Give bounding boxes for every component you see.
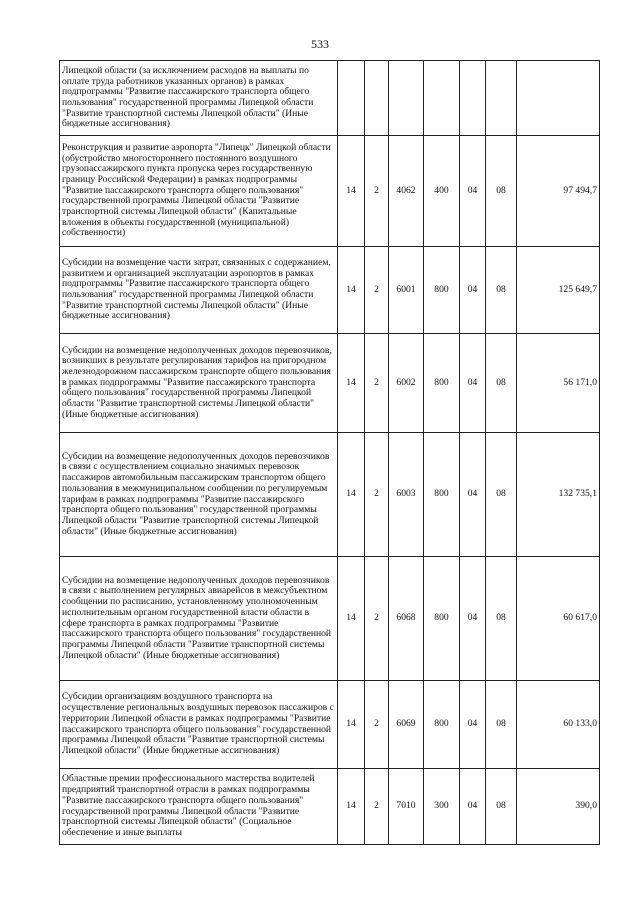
cell-amount: 132 735,1 (517, 433, 600, 557)
cell-direction: 6003 (389, 433, 424, 557)
cell-direction: 6001 (389, 247, 424, 334)
cell-subprogram: 2 (365, 136, 389, 247)
table-row (60, 247, 600, 334)
row-description: Субсидии на возмещение недополученных доходов перевозчиков в связи с осуществлением социально значимых перевозок пассажиров автомобильным пассажирским транспортом общего пользования в межмуниципальном сообщении по регулируемым тарифам в рамках подпрограммы "Развитие пассажирского транспорта общего пользования" государственной программы Липецкой области "Развитие транспортной системы Липецкой области" (Иные бюджетные ассигнования) (60, 433, 338, 557)
page-number: 533 (311, 37, 329, 51)
cell-section: 04 (460, 681, 486, 769)
table-row (60, 557, 600, 681)
cell-section: 04 (460, 557, 486, 681)
cell-program: 14 (338, 247, 365, 334)
cell-subprogram: 2 (365, 247, 389, 334)
cell-program (338, 61, 365, 136)
row-description: Реконструкция и развитие аэропорта "Липецк" Липецкой области (обустройство многостороннего постоянного воздушного грузопассажирского пункта пропуска через государственную границу Российской Федерации) в рамках подпрограммы "Развитие пассажирского транспорта общего пользования" государственной программы Липецкой области "Развитие транспортной системы Липецкой области" (Капитальные вложения в объекты государственной (муниципальной) собственности) (60, 136, 338, 247)
cell-amount: 60 133,0 (517, 681, 600, 769)
cell-section: 04 (460, 433, 486, 557)
cell-subprogram: 2 (365, 433, 389, 557)
table-row (60, 334, 600, 433)
cell-section: 04 (460, 247, 486, 334)
cell-amount: 97 494,7 (517, 136, 600, 247)
cell-subsection: 08 (486, 433, 517, 557)
table-row (60, 61, 600, 136)
cell-program: 14 (338, 769, 365, 845)
cell-program: 14 (338, 136, 365, 247)
row-description: Субсидии на возмещение части затрат, связанных с содержанием, развитием и организацией эксплуатации аэропортов в рамках подпрограммы "Развитие пассажирского транспорта общего пользования" государственной программы Липецкой области "Развитие транспортной системы Липецкой области" (Иные бюджетные ассигнования) (60, 247, 338, 334)
cell-amount (517, 61, 600, 136)
cell-amount: 56 171,0 (517, 334, 600, 433)
row-description: Липецкой области (за исключением расходов на выплаты по оплате труда работников указанных органов) в рамках подпрограммы "Развитие пассажирского транспорта общего пользования" государственной программы Липецкой области "Развитие транспортной системы Липецкой области" (Иные бюджетные ассигнования) (60, 61, 338, 136)
cell-expense-type: 300 (424, 769, 460, 845)
cell-amount: 60 617,0 (517, 557, 600, 681)
cell-expense-type (424, 61, 460, 136)
cell-expense-type: 800 (424, 681, 460, 769)
cell-section: 04 (460, 334, 486, 433)
cell-amount: 390,0 (517, 769, 600, 845)
cell-direction: 6068 (389, 557, 424, 681)
cell-subsection (486, 61, 517, 136)
table-row (60, 433, 600, 557)
cell-section: 04 (460, 136, 486, 247)
cell-subsection: 08 (486, 334, 517, 433)
cell-direction: 4062 (389, 136, 424, 247)
cell-expense-type: 800 (424, 247, 460, 334)
cell-subsection: 08 (486, 557, 517, 681)
table-row (60, 681, 600, 769)
cell-expense-type: 800 (424, 557, 460, 681)
cell-subsection: 08 (486, 681, 517, 769)
cell-subsection: 08 (486, 769, 517, 845)
cell-program: 14 (338, 681, 365, 769)
cell-program: 14 (338, 433, 365, 557)
row-description: Субсидии на возмещение недополученных доходов перевозчиков в связи с выполнением регулярных авиарейсов в межсубъектном сообщении по расписанию, установленному уполномоченным исполнительным органом государственной власти области в сфере транспорта в рамках подпрограммы "Развитие пассажирского транспорта общего пользования" государственной программы Липецкой области "Развитие транспортной системы Липецкой области" (Иные бюджетные ассигнования) (60, 557, 338, 681)
cell-section (460, 61, 486, 136)
cell-direction: 6069 (389, 681, 424, 769)
cell-subsection: 08 (486, 136, 517, 247)
cell-subprogram: 2 (365, 769, 389, 845)
row-description: Субсидии на возмещение недополученных доходов перевозчиков, возникших в результате регулирования тарифов на пригородном железнодорожном пассажирском транспорте общего пользования в рамках подпрограммы "Развитие пассажирского транспорта общего пользования" государственной программы Липецкой области "Развитие транспортной системы Липецкой области" (Иные бюджетные ассигнования) (60, 334, 338, 433)
cell-subprogram: 2 (365, 557, 389, 681)
cell-program: 14 (338, 557, 365, 681)
cell-amount: 125 649,7 (517, 247, 600, 334)
cell-expense-type: 800 (424, 433, 460, 557)
cell-direction: 6002 (389, 334, 424, 433)
cell-subprogram (365, 61, 389, 136)
row-description: Областные премии профессионального мастерства водителей предприятий транспортной отрасли в рамках подпрограммы "Развитие пассажирского транспорта общего пользования" государственной программы Липецкой области "Развитие транспортной системы Липецкой области" (Социальное обеспечение и иные выплаты (60, 769, 338, 845)
cell-direction: 7010 (389, 769, 424, 845)
cell-program: 14 (338, 334, 365, 433)
table-row (60, 769, 600, 845)
cell-subsection: 08 (486, 247, 517, 334)
cell-subprogram: 2 (365, 681, 389, 769)
cell-direction (389, 61, 424, 136)
budget-table (59, 60, 600, 845)
cell-expense-type: 800 (424, 334, 460, 433)
table-row (60, 136, 600, 247)
cell-subprogram: 2 (365, 334, 389, 433)
cell-section: 04 (460, 769, 486, 845)
cell-expense-type: 400 (424, 136, 460, 247)
row-description: Субсидии организациям воздушного транспорта на осуществление региональных воздушных перевозок пассажиров с территории Липецкой области в рамках подпрограммы "Развитие пассажирского транспорта общего пользования" государственной программы Липецкой области "Развитие транспортной системы Липецкой области" (Иные бюджетные ассигнования) (60, 681, 338, 769)
